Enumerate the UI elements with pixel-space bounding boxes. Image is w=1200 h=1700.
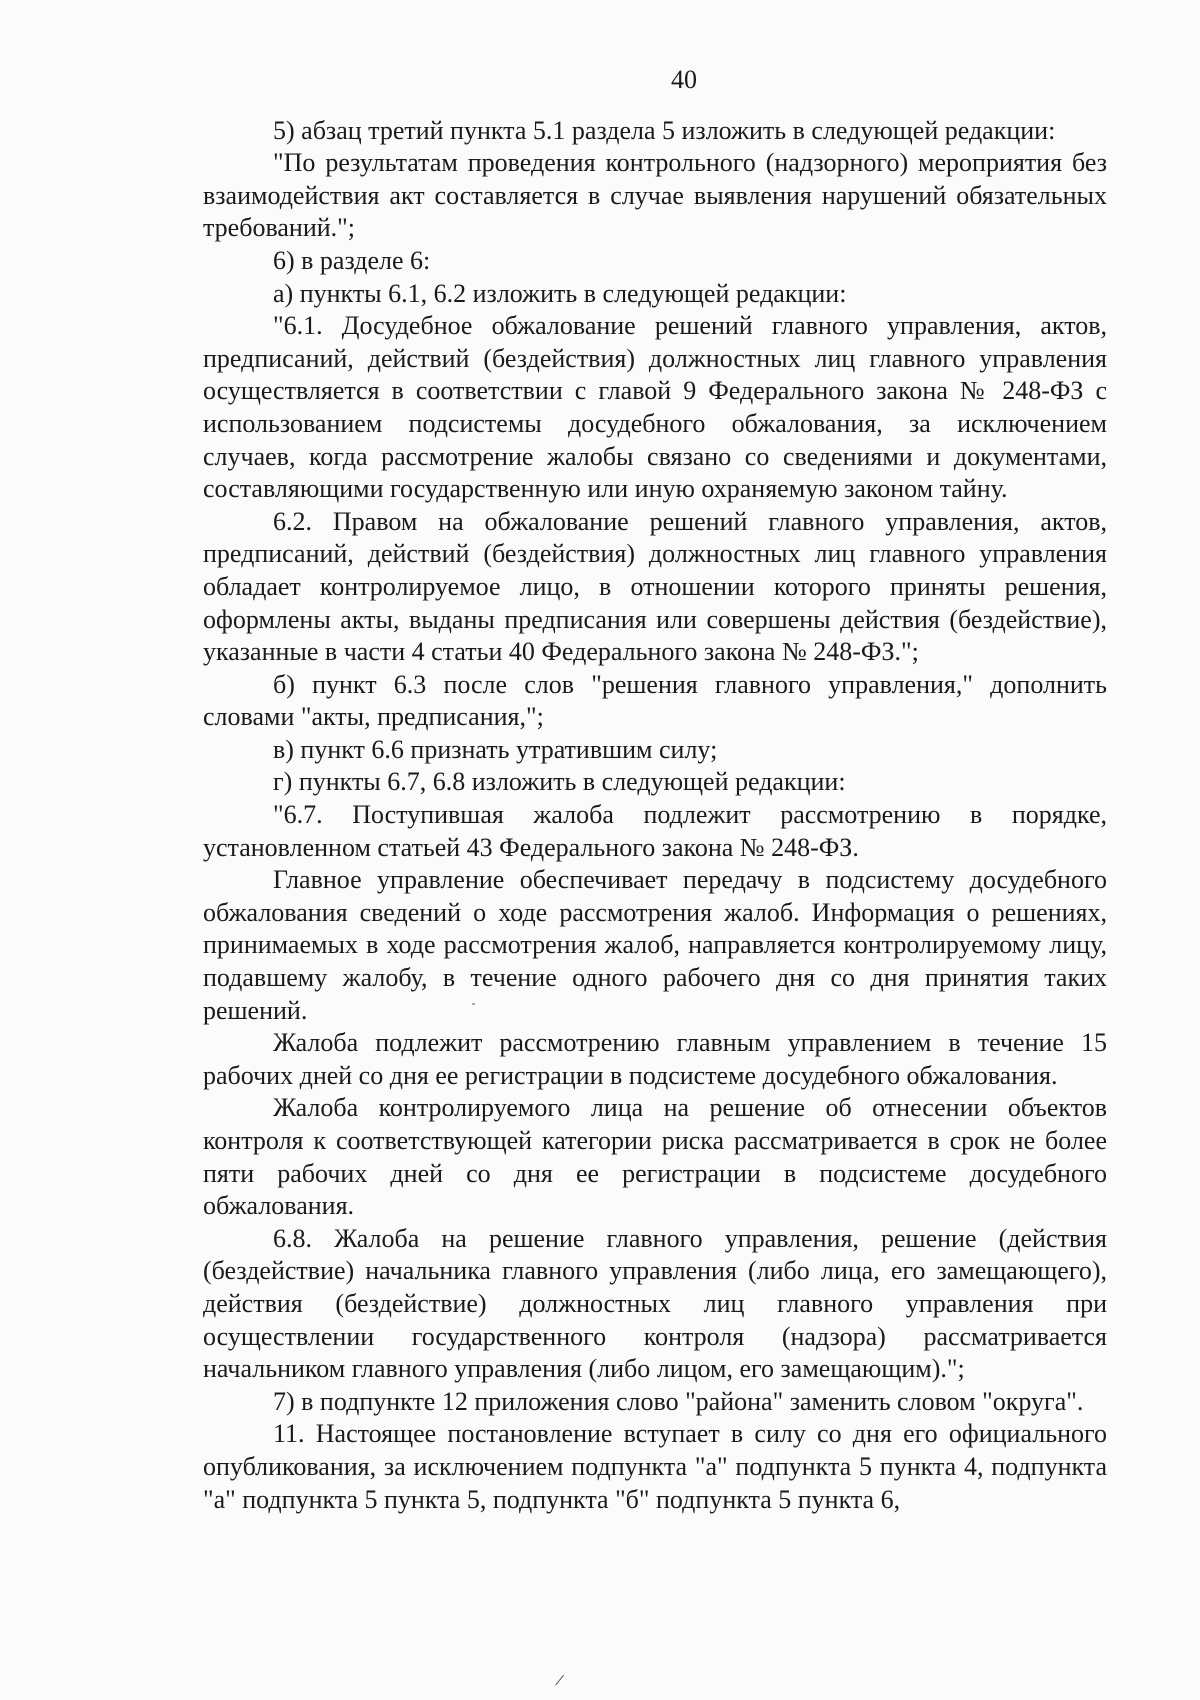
paragraph: 6) в разделе 6: bbox=[273, 245, 431, 275]
paragraph: 11. Настоящее постановление вступает в силу со дня его официального опубликования, за исключением подпункта "а" подпункта 5 пункта 4, подпункта "а" подпункта 5 пункта 5, подпункта "б" подпункта 5 пункта 6, bbox=[203, 1419, 1107, 1514]
footer-mark: / bbox=[553, 1669, 566, 1691]
paragraph: "6.1. Досудебное обжалование решений главного управления, актов, предписаний, действий (бездействия) должностных лиц главного управления осуществляется в соответствии с главой 9 Федерального закона № 248-ФЗ с использованием подсистемы досудебного обжалования, за исключением случаев, когда рассмотрение жалобы связано со сведениями и документами, составляющими государственную или иную охраняемую законом тайну. bbox=[203, 311, 1107, 504]
paragraph: Жалоба подлежит рассмотрению главным управлением в течение 15 рабочих дней со дня ее регистрации в подсистеме досудебного обжалования. bbox=[203, 1028, 1107, 1090]
paragraph: г) пункты 6.7, 6.8 изложить в следующей редакции: bbox=[273, 767, 846, 797]
paragraph: "6.7. Поступившая жалоба подлежит рассмотрению в порядке, установленном статьей 43 Федерального закона № 248-ФЗ. bbox=[203, 800, 1107, 862]
paragraph: а) пункты 6.1, 6.2 изложить в следующей редакции: bbox=[273, 278, 847, 308]
paragraph: Главное управление обеспечивает передачу в подсистему досудебного обжалования сведений о ходе рассмотрения жалоб. Информация о решениях, принимаемых в ходе рассмотрения жалоб, направляется контролируемому лицу, подавшему жалобу, в течение одного рабочего дня со дня принятия таких решений. bbox=[203, 865, 1107, 1025]
paragraph: б) пункт 6.3 после слов "решения главного управления," дополнить словами "акты, предписания,"; bbox=[203, 669, 1107, 732]
paragraph: 6.2. Правом на обжалование решений главного управления, актов, предписаний, действий (бездействия) должностных лиц главного управления обладает контролируемое лицо, в отношении которого приняты решения, оформлены акты, выданы предписания или совершены действия (бездействие), указанные в части 4 статьи 40 Федерального закона № 248-ФЗ."; bbox=[203, 506, 1107, 667]
paragraph: 7) в подпункте 12 приложения слово "района" заменить словом "округа". bbox=[273, 1386, 1084, 1416]
paragraph: Жалоба контролируемого лица на решение об отнесении объектов контроля к соответствующей категории риска рассматривается в срок не более пяти рабочих дней со дня ее регистрации в подсистеме досудебного обжалования. bbox=[203, 1093, 1107, 1221]
paragraph: в) пункт 6.6 признать утратившим силу; bbox=[273, 734, 718, 764]
paragraph: "По результатам проведения контрольного (надзорного) мероприятия без взаимодействия акт составляется в случае выявления нарушений обязательных требований."; bbox=[203, 148, 1107, 243]
page-number: 40 bbox=[671, 65, 697, 94]
document-body bbox=[203, 115, 1107, 1517]
paragraph: 5) абзац третий пункта 5.1 раздела 5 изложить в следующей редакции: bbox=[273, 115, 1056, 145]
paragraph: 6.8. Жалоба на решение главного управления, решение (действия (бездействие) начальника главного управления (либо лица, его замещающего), действия (бездействие) должностных лиц главного управления при осуществлении государственного контроля (надзора) рассматривается начальником главного управления (либо лицом, его замещающим)."; bbox=[203, 1223, 1107, 1384]
scan-speck bbox=[472, 1003, 475, 1005]
